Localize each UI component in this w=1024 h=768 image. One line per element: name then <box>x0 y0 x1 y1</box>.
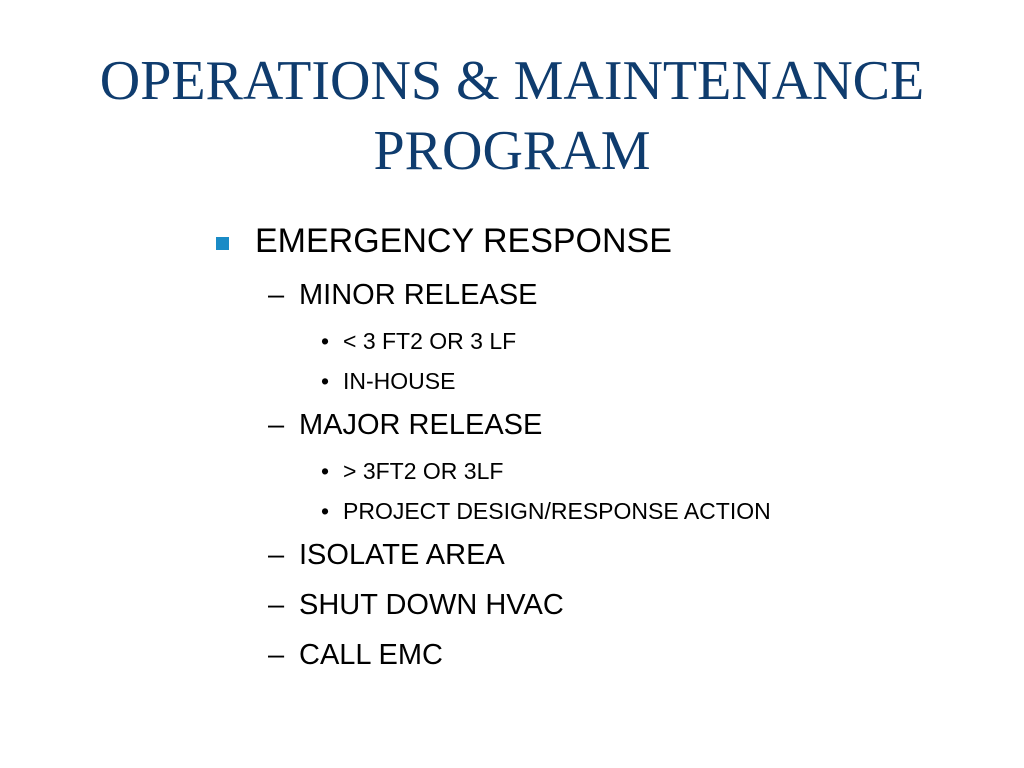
subbullet-call-emc <box>268 639 443 672</box>
dot-marker: • <box>321 328 330 354</box>
subbullet-text: ISOLATE AREA <box>299 539 505 571</box>
dash-marker: – <box>268 409 285 441</box>
square-bullet-icon <box>216 237 229 250</box>
subsubbullet-text: PROJECT DESIGN/RESPONSE ACTION <box>343 498 771 524</box>
dash-marker: – <box>268 539 285 571</box>
subbullet-text: MAJOR RELEASE <box>299 409 543 441</box>
subbullet-minor-release <box>268 279 538 312</box>
subbullet-major-release <box>268 409 543 442</box>
subbullet-shut-down-hvac <box>268 589 564 622</box>
bullet-emergency-response <box>255 222 672 261</box>
subbullet-isolate-area <box>268 539 505 572</box>
subsubbullet-text: > 3FT2 OR 3LF <box>343 458 504 484</box>
subbullet-text: CALL EMC <box>299 639 443 671</box>
title-line-1: OPERATIONS & MAINTENANCE <box>99 50 925 112</box>
dot-marker: • <box>321 498 330 524</box>
dash-marker: – <box>268 639 285 671</box>
dot-marker: • <box>321 368 330 394</box>
subbullet-text: MINOR RELEASE <box>299 279 538 311</box>
dash-marker: – <box>268 589 285 621</box>
subsubbullet-project-design <box>321 498 771 525</box>
subsubbullet-text: IN-HOUSE <box>343 368 456 394</box>
subsubbullet-major-size <box>321 458 504 485</box>
bullet-text: EMERGENCY RESPONSE <box>255 222 672 260</box>
subsubbullet-in-house <box>321 368 456 395</box>
subsubbullet-minor-size <box>321 328 517 355</box>
dash-marker: – <box>268 279 285 311</box>
subbullet-text: SHUT DOWN HVAC <box>299 589 564 621</box>
title-line-2: PROGRAM <box>373 120 651 182</box>
dot-marker: • <box>321 458 330 484</box>
subsubbullet-text: < 3 FT2 OR 3 LF <box>343 328 517 354</box>
